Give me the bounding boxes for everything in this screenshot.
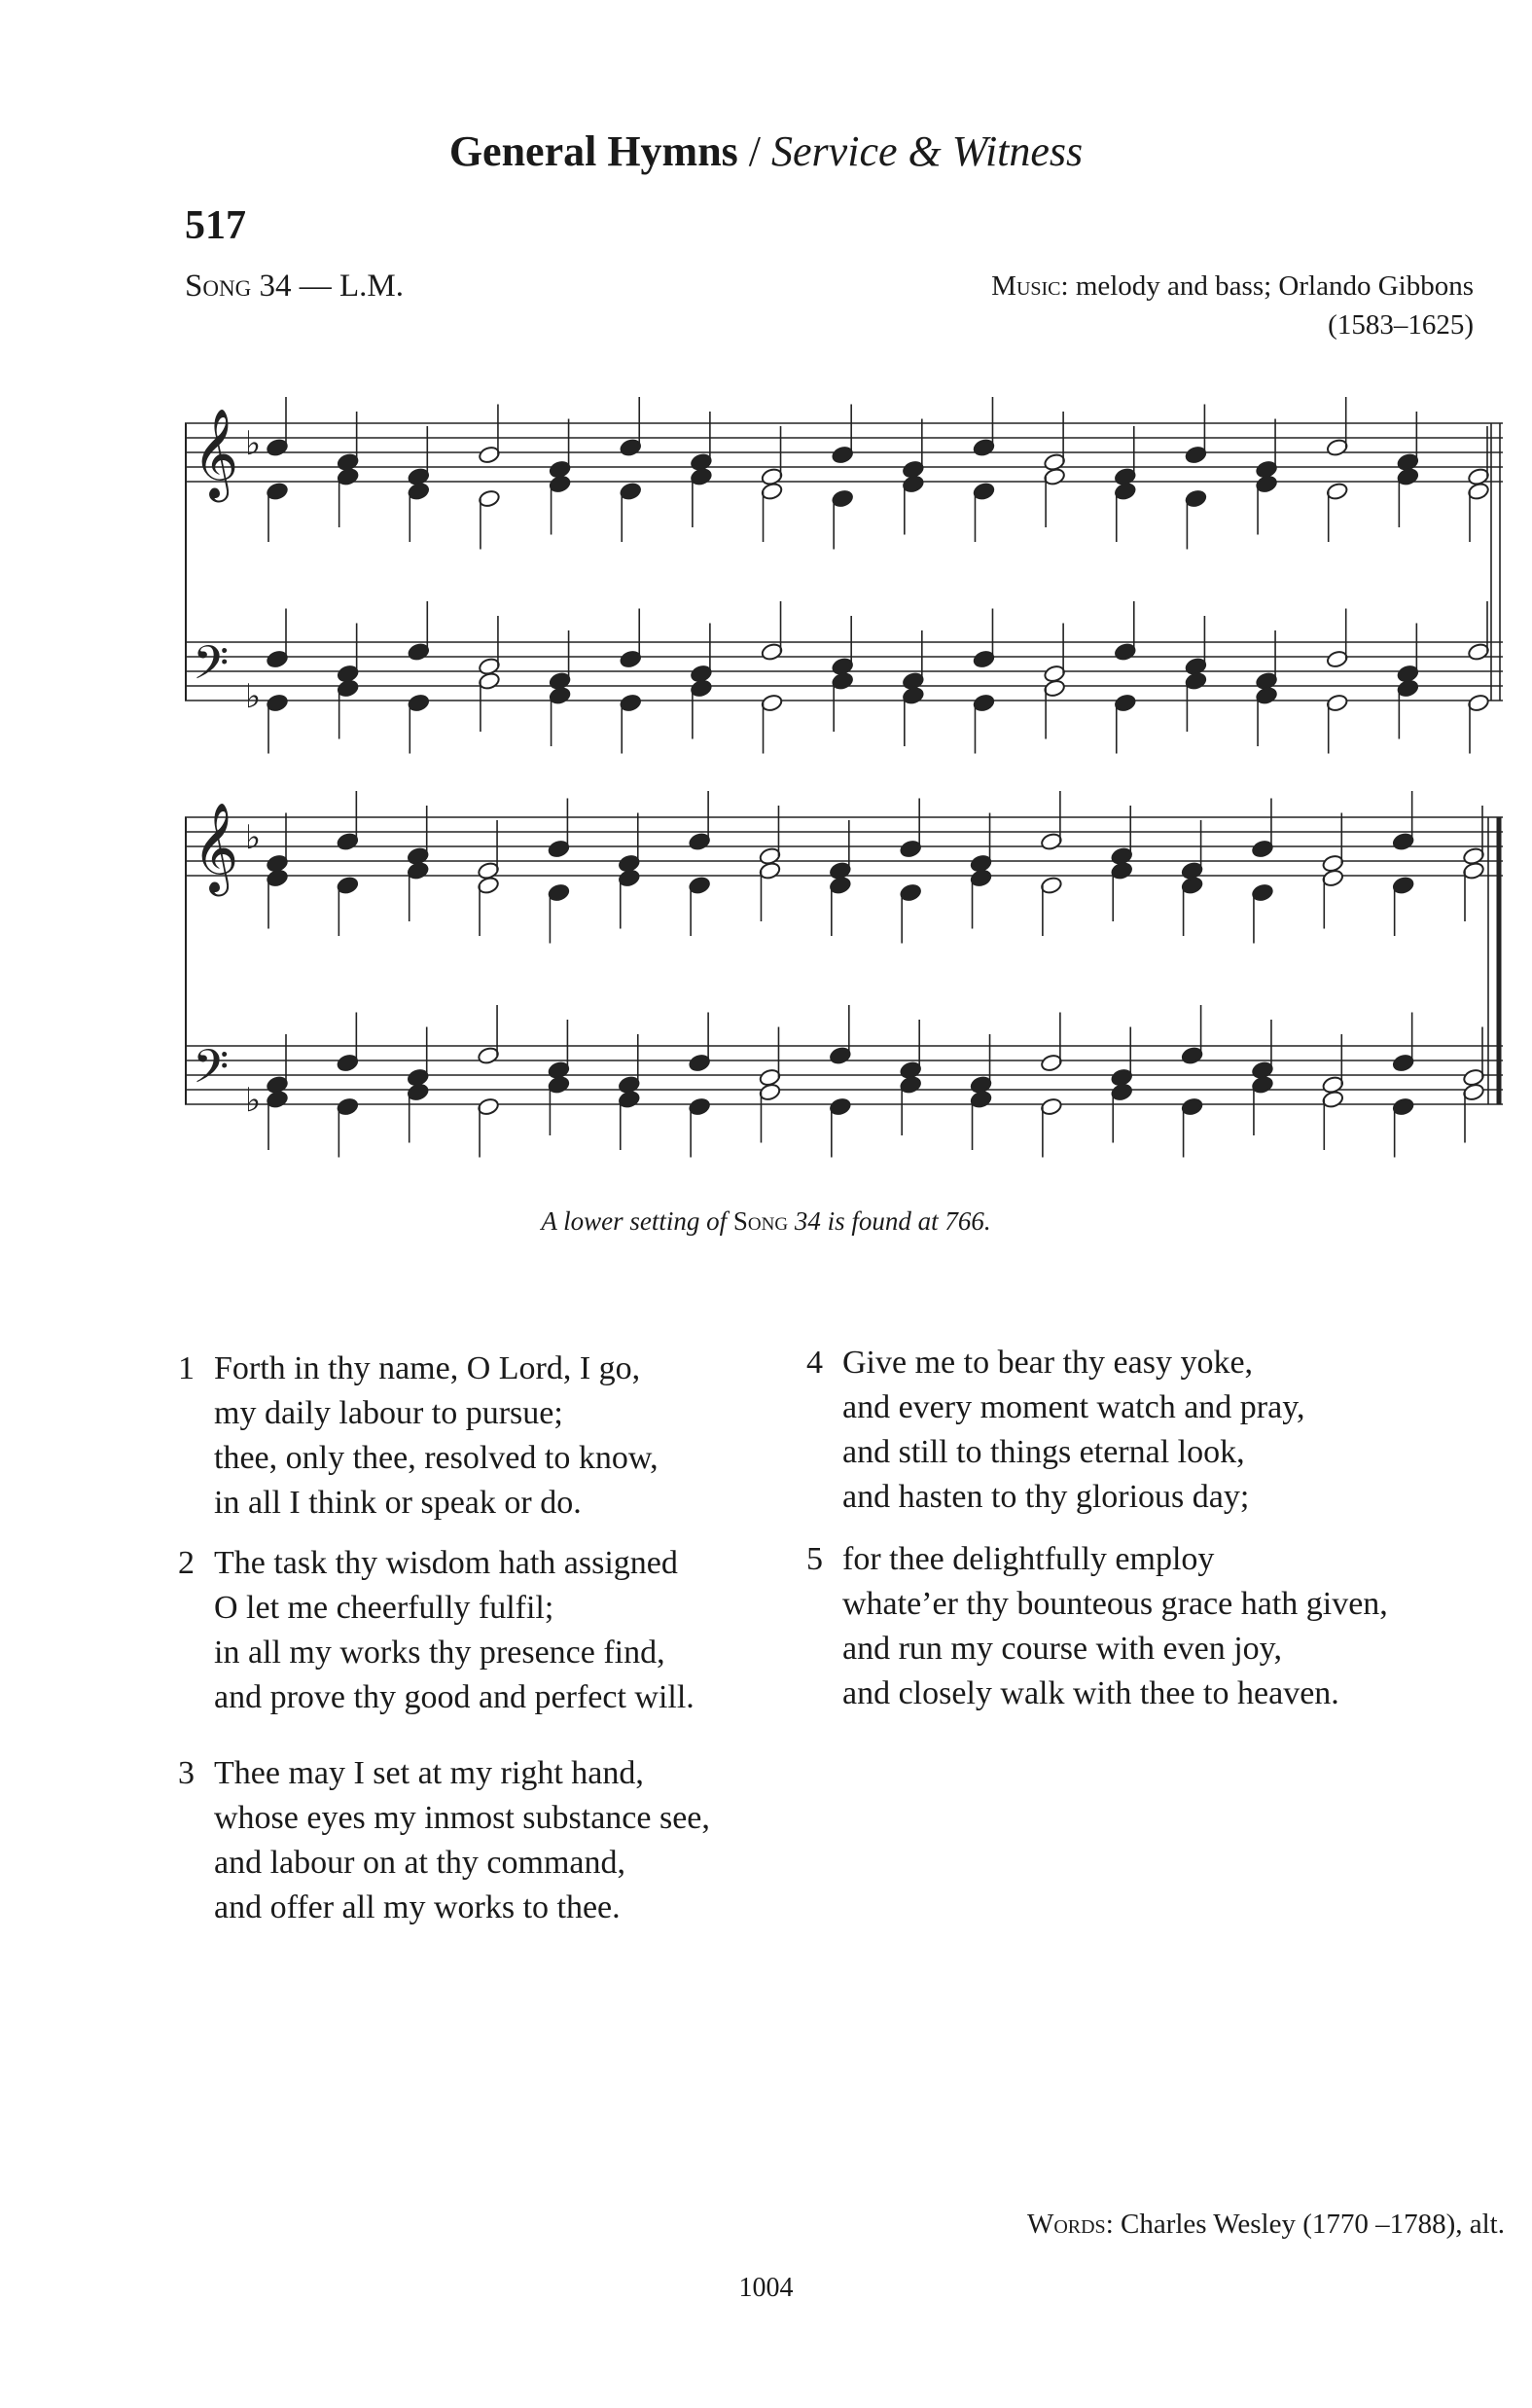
setting-note-prefix: A lower setting of [541,1206,733,1236]
section-heading [0,126,1532,176]
flat-icon: ♭ [245,1081,262,1120]
music-text: : melody and bass; Orlando Gibbons [1060,270,1474,302]
verse-line: in all I think or speak or do. [214,1485,582,1521]
section-separator: / [737,127,772,175]
verse-number: 2 [178,1545,195,1581]
section-subcategory: Service & Witness [771,127,1084,175]
verse-5 [794,1537,1514,1722]
verse-number: 3 [178,1755,195,1791]
flat-icon: ♭ [245,424,262,463]
tune-name-label: Song [185,269,252,304]
verse-2 [165,1541,846,1726]
setting-note-tune: Song [732,1206,789,1236]
page-number: 1004 [738,2273,794,2303]
treble-clef-icon: 𝄞 [193,408,239,498]
flat-icon: ♭ [245,818,262,857]
bass-clef-icon: 𝄢 [193,635,230,701]
setting-note-middle: 34 [788,1206,828,1236]
setting-note [0,1206,1532,1237]
verse-3 [165,1751,846,1936]
verse-line: my daily labour to pursue; [214,1395,563,1431]
verse-line: and run my course with even joy, [842,1631,1282,1667]
flat-icon: ♭ [245,677,262,716]
verse-line: whate’er thy bounteous grace hath given, [842,1586,1388,1622]
verse-line: in all my works thy presence find, [214,1635,665,1671]
bass-clef-icon: 𝄢 [193,1039,230,1105]
verse-number: 5 [806,1541,823,1577]
music-dates: (1583–1625) [1328,309,1474,341]
verse-line: Give me to bear thy easy yoke, [842,1345,1254,1381]
verse-line: Forth in thy name, O Lord, I go, [214,1350,641,1386]
verse-line: and closely walk with thee to heaven. [842,1675,1339,1711]
verse-line: and prove thy good and perfect will. [214,1679,695,1715]
setting-note-suffix: is found at 766. [827,1206,991,1236]
music-credit [793,267,1474,344]
verse-line: thee, only thee, resolved to know, [214,1440,659,1476]
verse-line: The task thy wisdom hath assigned [214,1545,678,1581]
section-category: General Hymns [448,127,738,175]
verse-line: and labour on at thy command, [214,1845,626,1881]
verse-line: and hasten to thy glorious day; [842,1479,1250,1515]
music-score [185,384,1508,1177]
verse-line: Thee may I set at my right hand, [214,1755,644,1791]
verse-line: for thee delightfully employ [842,1541,1215,1577]
words-text: : Charles Wesley (1770 –1788), alt. [1105,2209,1505,2240]
music-label: Music [991,270,1061,302]
verse-number: 4 [806,1345,823,1381]
tune-name [185,269,404,305]
verse-line: O let me cheerfully fulfil; [214,1590,554,1626]
words-credit [1027,2209,1505,2241]
verse-line: and offer all my works to thee. [214,1889,621,1925]
verse-4 [794,1341,1514,1526]
verse-line: and still to things eternal look, [842,1434,1245,1470]
treble-clef-icon: 𝄞 [193,802,239,892]
tune-meter: 34 — L.M. [251,269,404,304]
verse-line: whose eyes my inmost substance see, [214,1800,710,1836]
verse-number: 1 [178,1350,195,1386]
words-label: Words [1026,2209,1106,2240]
verse-line: and every moment watch and pray, [842,1389,1305,1425]
hymn-number: 517 [185,203,246,248]
notes [266,397,1490,1158]
verse-1 [165,1347,846,1531]
